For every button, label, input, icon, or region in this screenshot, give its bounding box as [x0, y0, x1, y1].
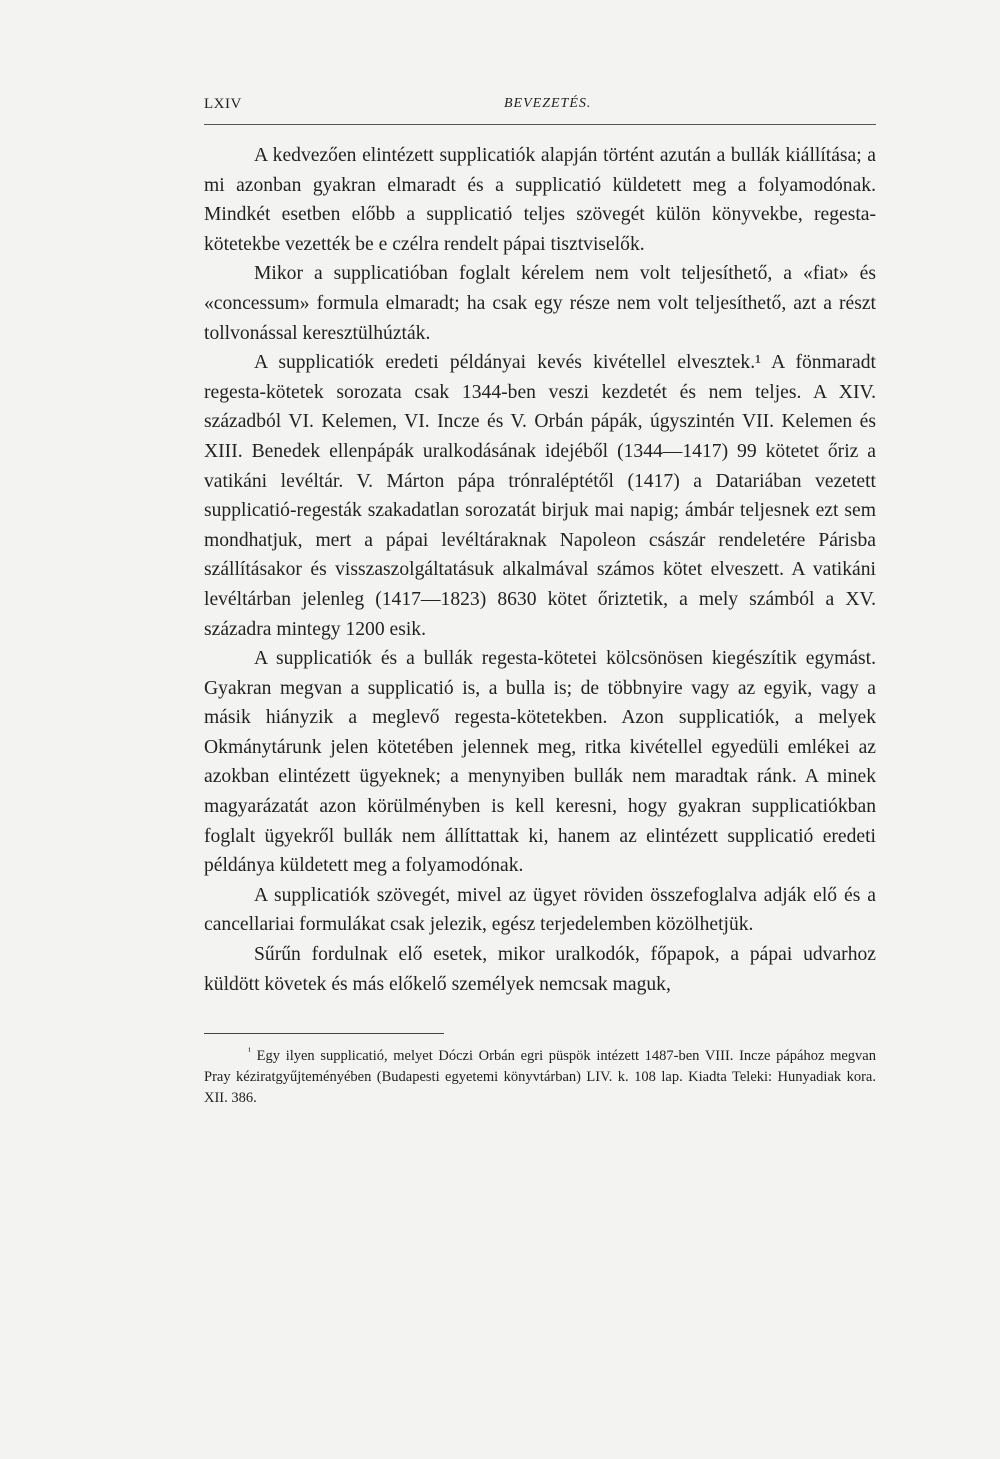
- paragraph-1: A kedvezően elintézett supplicatiók alapján történt azután a bullák kiállítása; a mi azonban gyakran elmaradt és a supplicatió küldetett meg a folyamodónak. Mindkét esetben előbb a supplicatió teljes szövegét külön könyvekbe, regesta-kötetekbe vezették be e czélra rendelt pápai tisztviselők.: [204, 145, 876, 255]
- book-page: [204, 96, 876, 1109]
- page-number: LXIV: [204, 96, 242, 112]
- footnote-divider: [204, 1033, 444, 1034]
- footnote-marker: ¹: [248, 1046, 251, 1058]
- running-head: [204, 96, 876, 125]
- body-text: [204, 141, 876, 999]
- paragraph-4: A supplicatiók és a bullák regesta-kötetei kölcsönösen kiegészítik egymást. Gyakran megvan a supplicatió is, a bulla is; de többnyire vagy az egyik, vagy a másik hiányzik a meglevő regesta-kötetekben. Azon supplicatiók, a melyek Okmánytárunk jelen kötetében jelennek meg, ritka kivétellel egyedüli emlékei az azokban elintézett ügyeknek; a menynyiben bullák nem maradtak ránk. A minek magyarázatát azon körülményben is kell keresni, hogy gyakran supplicatiókban foglalt ügyekről bullák nem állíttattak ki, hanem az elintézett supplicatió eredeti példánya küldetett meg a folyamodónak.: [204, 648, 876, 877]
- paragraph-2: Mikor a supplicatióban foglalt kérelem nem volt teljesíthető, a «fiat» és «concessum» formula elmaradt; ha csak egy része nem volt teljesíthető, azt a részt tollvonással keresztülhúzták.: [204, 263, 876, 344]
- running-title: BEVEZETÉS.: [504, 96, 592, 111]
- footnote-text: Egy ilyen supplicatió, melyet Dóczi Orbán egri püspök intézett 1487-ben VIII. Incze pápához megvan Pray kéziratgyűjteményében (Budapesti egyetemi könyvtárban) LIV. k. 108 lap. Kiadta Teleki: Hunyadiak kora. XII. 386.: [204, 1048, 876, 1107]
- paragraph-5: A supplicatiók szövegét, mivel az ügyet röviden összefoglalva adják elő és a cancellariai formulákat csak jelezik, egész terjedelemben közölhetjük.: [204, 884, 876, 936]
- paragraph-6: Sűrűn fordulnak elő esetek, mikor uralkodók, főpapok, a pápai udvarhoz küldött követek és más előkelő személyek nemcsak maguk,: [204, 944, 876, 995]
- footnote: [204, 1046, 876, 1109]
- paragraph-3: A supplicatiók eredeti példányai kevés kivétellel elvesztek.¹ A fönmaradt regesta-kötetek sorozata csak 1344-ben veszi kezdetét és nem teljes. A XIV. századból VI. Kelemen, VI. Incze és V. Orbán pápák, úgyszintén VII. Kelemen és XIII. Benedek ellenpápák uralkodásának idejéből (1344—1417) 99 kötetet őriz a vatikáni levéltár. V. Márton pápa trónraléptétől (1417) a Datariában vezetett supplicatió-regesták szakadatlan sorozatát birjuk mai napig; ámbár teljesnek ezt sem mondhatjuk, mert a pápai levéltáraknak Napoleon császár rendeletére Párisba szállításakor és visszaszolgáltatásuk alkalmával számos kötet elveszett. A vatikáni levéltárban jelenleg (1417—1823) 8630 kötet őriztetik, a mely számból a XV. századra mintegy 1200 esik.: [204, 352, 876, 640]
